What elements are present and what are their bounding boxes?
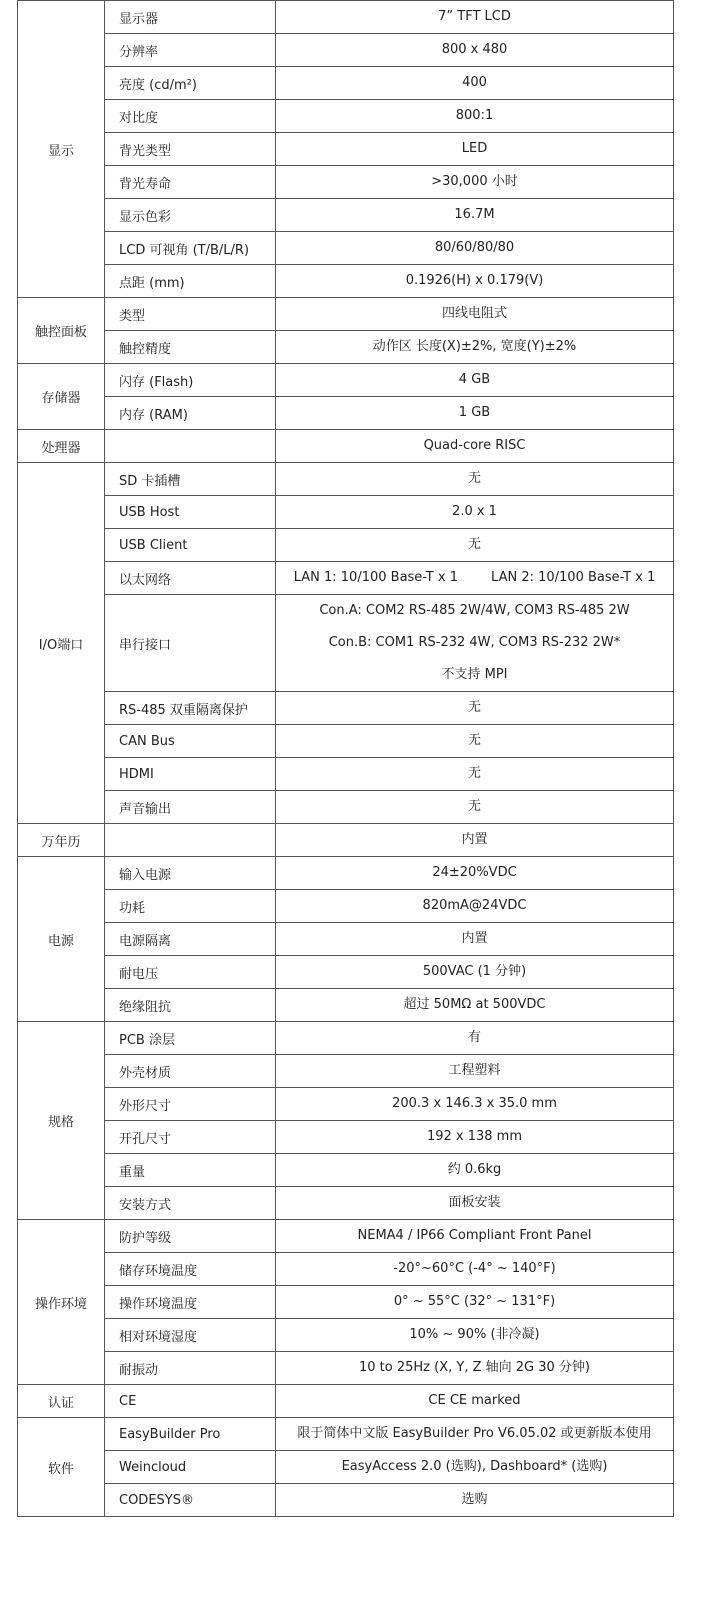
spec-label: CE bbox=[105, 1385, 276, 1418]
spec-label: 外形尺寸 bbox=[105, 1088, 276, 1121]
spec-value-line: 有 bbox=[467, 1030, 481, 1045]
spec-label: 亮度 (cd/m²) bbox=[105, 67, 276, 100]
spec-value bbox=[276, 265, 674, 298]
spec-value-line: 0° ~ 55°C (32° ~ 131°F) bbox=[393, 1294, 556, 1309]
spec-label: 背光寿命 bbox=[105, 166, 276, 199]
spec-label: 以太网络 bbox=[105, 562, 276, 595]
table-row bbox=[18, 595, 674, 692]
spec-value bbox=[276, 1418, 674, 1451]
spec-value bbox=[276, 331, 674, 364]
spec-value-line: 无 bbox=[467, 537, 481, 552]
spec-value-line: 1 GB bbox=[458, 405, 491, 420]
spec-value-line: Quad-core RISC bbox=[423, 438, 526, 453]
spec-value bbox=[276, 430, 674, 463]
spec-label: 功耗 bbox=[105, 890, 276, 923]
table-row bbox=[18, 989, 674, 1022]
spec-label: 储存环境温度 bbox=[105, 1253, 276, 1286]
spec-value bbox=[276, 595, 674, 692]
spec-value bbox=[276, 529, 674, 562]
spec-label: 内存 (RAM) bbox=[105, 397, 276, 430]
spec-label: Weincloud bbox=[105, 1451, 276, 1484]
spec-value bbox=[276, 692, 674, 725]
spec-value bbox=[276, 1187, 674, 1220]
spec-value-line: 工程塑料 bbox=[448, 1063, 501, 1078]
spec-value-line: 选购 bbox=[461, 1492, 488, 1507]
spec-value bbox=[276, 1022, 674, 1055]
spec-value-line: 2.0 x 1 bbox=[452, 504, 497, 519]
spec-value bbox=[276, 1484, 674, 1517]
spec-value-line: NEMA4 / IP66 Compliant Front Panel bbox=[357, 1228, 592, 1243]
table-row bbox=[18, 397, 674, 430]
spec-label bbox=[105, 430, 276, 463]
spec-label: USB Client bbox=[105, 529, 276, 562]
spec-value-line: 7” TFT LCD bbox=[438, 9, 511, 24]
table-row bbox=[18, 67, 674, 100]
category-cell: 处理器 bbox=[18, 430, 105, 463]
spec-value bbox=[276, 166, 674, 199]
category-cell: I/O端口 bbox=[18, 463, 105, 824]
spec-value-line: 内置 bbox=[461, 832, 488, 847]
spec-value-line: 80/60/80/80 bbox=[434, 240, 515, 255]
spec-value-line: 超过 50MΩ at 500VDC bbox=[403, 997, 546, 1012]
spec-value-line: 4 GB bbox=[458, 372, 491, 387]
table-row bbox=[18, 1220, 674, 1253]
category-cell: 电源 bbox=[18, 857, 105, 1022]
spec-label: 相对环境湿度 bbox=[105, 1319, 276, 1352]
spec-value bbox=[276, 956, 674, 989]
category-cell: 软件 bbox=[18, 1418, 105, 1517]
spec-value bbox=[276, 989, 674, 1022]
spec-value bbox=[276, 1055, 674, 1088]
spec-value-line: 400 bbox=[462, 75, 487, 90]
spec-label bbox=[105, 824, 276, 857]
spec-label: 安装方式 bbox=[105, 1187, 276, 1220]
table-row bbox=[18, 1088, 674, 1121]
spec-value-line: LAN 1: 10/100 Base-T x 1 LAN 2: 10/100 Base-T x 1 bbox=[293, 570, 656, 585]
category-cell: 万年历 bbox=[18, 824, 105, 857]
spec-value-line: 内置 bbox=[461, 931, 488, 946]
spec-label: 外壳材质 bbox=[105, 1055, 276, 1088]
spec-value bbox=[276, 463, 674, 496]
spec-label: 闪存 (Flash) bbox=[105, 364, 276, 397]
category-cell: 存储器 bbox=[18, 364, 105, 430]
spec-value-line: 10% ~ 90% (非冷凝) bbox=[409, 1327, 540, 1342]
spec-value-line: 无 bbox=[467, 733, 481, 748]
spec-value bbox=[276, 725, 674, 758]
spec-value-line: 无 bbox=[467, 799, 481, 814]
spec-value bbox=[276, 298, 674, 331]
spec-value bbox=[276, 1, 674, 34]
spec-value bbox=[276, 857, 674, 890]
spec-value bbox=[276, 1319, 674, 1352]
spec-label: EasyBuilder Pro bbox=[105, 1418, 276, 1451]
spec-value-line: 约 0.6kg bbox=[447, 1162, 502, 1177]
spec-value bbox=[276, 890, 674, 923]
spec-value-line: 500VAC (1 分钟) bbox=[422, 964, 527, 979]
spec-value-line: 无 bbox=[467, 766, 481, 781]
spec-label: 显示器 bbox=[105, 1, 276, 34]
spec-label: 点距 (mm) bbox=[105, 265, 276, 298]
spec-value-line: 800:1 bbox=[455, 108, 494, 123]
spec-value-line: 无 bbox=[467, 471, 481, 486]
table-row bbox=[18, 791, 674, 824]
spec-value-line: 不支持 MPI bbox=[441, 667, 508, 682]
spec-value bbox=[276, 1154, 674, 1187]
spec-label: 背光类型 bbox=[105, 133, 276, 166]
spec-value bbox=[276, 133, 674, 166]
category-cell: 触控面板 bbox=[18, 298, 105, 364]
category-cell: 认证 bbox=[18, 1385, 105, 1418]
spec-value bbox=[276, 100, 674, 133]
spec-value bbox=[276, 1451, 674, 1484]
spec-value-line: 0.1926(H) x 0.179(V) bbox=[405, 273, 544, 288]
table-row bbox=[18, 199, 674, 232]
spec-value-line: 192 x 138 mm bbox=[426, 1129, 523, 1144]
spec-value bbox=[276, 1088, 674, 1121]
table-row bbox=[18, 265, 674, 298]
spec-value-line: 200.3 x 146.3 x 35.0 mm bbox=[392, 1096, 557, 1111]
spec-value bbox=[276, 758, 674, 791]
spec-label: 电源隔离 bbox=[105, 923, 276, 956]
table-row bbox=[18, 430, 674, 463]
spec-value bbox=[276, 67, 674, 100]
table-row bbox=[18, 1022, 674, 1055]
table-row bbox=[18, 857, 674, 890]
spec-value-line: 动作区 长度(X)±2%, 宽度(Y)±2% bbox=[372, 339, 577, 354]
spec-value-line: 无 bbox=[467, 700, 481, 715]
spec-value-line: 24±20%VDC bbox=[432, 865, 517, 880]
table-row bbox=[18, 166, 674, 199]
table-row bbox=[18, 1154, 674, 1187]
spec-value bbox=[276, 364, 674, 397]
spec-label: 分辨率 bbox=[105, 34, 276, 67]
table-row bbox=[18, 1484, 674, 1517]
spec-value bbox=[276, 1286, 674, 1319]
table-row bbox=[18, 1286, 674, 1319]
spec-label: PCB 涂层 bbox=[105, 1022, 276, 1055]
spec-label: 触控精度 bbox=[105, 331, 276, 364]
spec-label: 防护等级 bbox=[105, 1220, 276, 1253]
spec-value-line: 16.7M bbox=[454, 207, 495, 222]
spec-table-body bbox=[18, 1, 674, 1517]
table-row bbox=[18, 496, 674, 529]
spec-value-line: EasyAccess 2.0 (选购), Dashboard* (选购) bbox=[341, 1459, 608, 1474]
spec-value-line: 四线电阻式 bbox=[441, 306, 507, 321]
table-row bbox=[18, 1418, 674, 1451]
category-cell: 操作环境 bbox=[18, 1220, 105, 1385]
table-row bbox=[18, 758, 674, 791]
spec-label: 显示色彩 bbox=[105, 199, 276, 232]
spec-value bbox=[276, 397, 674, 430]
table-row bbox=[18, 1352, 674, 1385]
spec-label: 绝缘阻抗 bbox=[105, 989, 276, 1022]
spec-table bbox=[17, 0, 674, 1517]
spec-label: 类型 bbox=[105, 298, 276, 331]
table-row bbox=[18, 1121, 674, 1154]
spec-label: CODESYS® bbox=[105, 1484, 276, 1517]
spec-value bbox=[276, 496, 674, 529]
table-row bbox=[18, 1187, 674, 1220]
spec-label: 对比度 bbox=[105, 100, 276, 133]
spec-label: RS-485 双重隔离保护 bbox=[105, 692, 276, 725]
spec-value bbox=[276, 923, 674, 956]
table-row bbox=[18, 824, 674, 857]
table-row bbox=[18, 1055, 674, 1088]
spec-label: 操作环境温度 bbox=[105, 1286, 276, 1319]
spec-value-line: CE CE marked bbox=[428, 1393, 521, 1408]
spec-value bbox=[276, 1352, 674, 1385]
spec-label: 耐振动 bbox=[105, 1352, 276, 1385]
category-cell: 规格 bbox=[18, 1022, 105, 1220]
spec-value-line: 面板安装 bbox=[448, 1195, 501, 1210]
table-row bbox=[18, 562, 674, 595]
table-row bbox=[18, 1451, 674, 1484]
spec-label: 声音输出 bbox=[105, 791, 276, 824]
spec-label: LCD 可视角 (T/B/L/R) bbox=[105, 232, 276, 265]
table-row bbox=[18, 298, 674, 331]
spec-value-line: 820mA@24VDC bbox=[422, 898, 527, 913]
spec-label: 开孔尺寸 bbox=[105, 1121, 276, 1154]
spec-value-line: >30,000 小时 bbox=[431, 174, 518, 189]
spec-value bbox=[276, 1220, 674, 1253]
table-row bbox=[18, 1253, 674, 1286]
spec-value-line: 限于简体中文版 EasyBuilder Pro V6.05.02 或更新版本使用 bbox=[297, 1426, 652, 1441]
spec-value-line: -20°~60°C (-4° ~ 140°F) bbox=[393, 1261, 556, 1276]
spec-value-line: Con.B: COM1 RS-232 4W, COM3 RS-232 2W* bbox=[328, 635, 621, 650]
table-row bbox=[18, 364, 674, 397]
spec-value bbox=[276, 791, 674, 824]
spec-value bbox=[276, 199, 674, 232]
spec-value-line: Con.A: COM2 RS-485 2W/4W, COM3 RS-485 2W bbox=[319, 603, 630, 618]
table-row bbox=[18, 34, 674, 67]
spec-label: USB Host bbox=[105, 496, 276, 529]
table-row bbox=[18, 956, 674, 989]
spec-value bbox=[276, 824, 674, 857]
table-row bbox=[18, 1385, 674, 1418]
spec-label: 串行接口 bbox=[105, 595, 276, 692]
spec-value bbox=[276, 562, 674, 595]
spec-value-line: 10 to 25Hz (X, Y, Z 轴向 2G 30 分钟) bbox=[359, 1360, 590, 1375]
table-row bbox=[18, 1, 674, 34]
spec-label: 重量 bbox=[105, 1154, 276, 1187]
table-row bbox=[18, 890, 674, 923]
table-row bbox=[18, 1319, 674, 1352]
spec-label: 耐电压 bbox=[105, 956, 276, 989]
spec-value bbox=[276, 1121, 674, 1154]
table-row bbox=[18, 133, 674, 166]
table-row bbox=[18, 725, 674, 758]
table-row bbox=[18, 100, 674, 133]
category-cell: 显示 bbox=[18, 1, 105, 298]
spec-value bbox=[276, 1385, 674, 1418]
spec-label: CAN Bus bbox=[105, 725, 276, 758]
table-row bbox=[18, 692, 674, 725]
spec-value-line: 800 x 480 bbox=[441, 42, 508, 57]
spec-value bbox=[276, 232, 674, 265]
table-row bbox=[18, 463, 674, 496]
spec-value-line: LED bbox=[461, 141, 488, 156]
spec-value bbox=[276, 1253, 674, 1286]
table-row bbox=[18, 923, 674, 956]
spec-value bbox=[276, 34, 674, 67]
spec-label: HDMI bbox=[105, 758, 276, 791]
spec-label: 输入电源 bbox=[105, 857, 276, 890]
spec-label: SD 卡插槽 bbox=[105, 463, 276, 496]
table-row bbox=[18, 529, 674, 562]
table-row bbox=[18, 232, 674, 265]
table-row bbox=[18, 331, 674, 364]
